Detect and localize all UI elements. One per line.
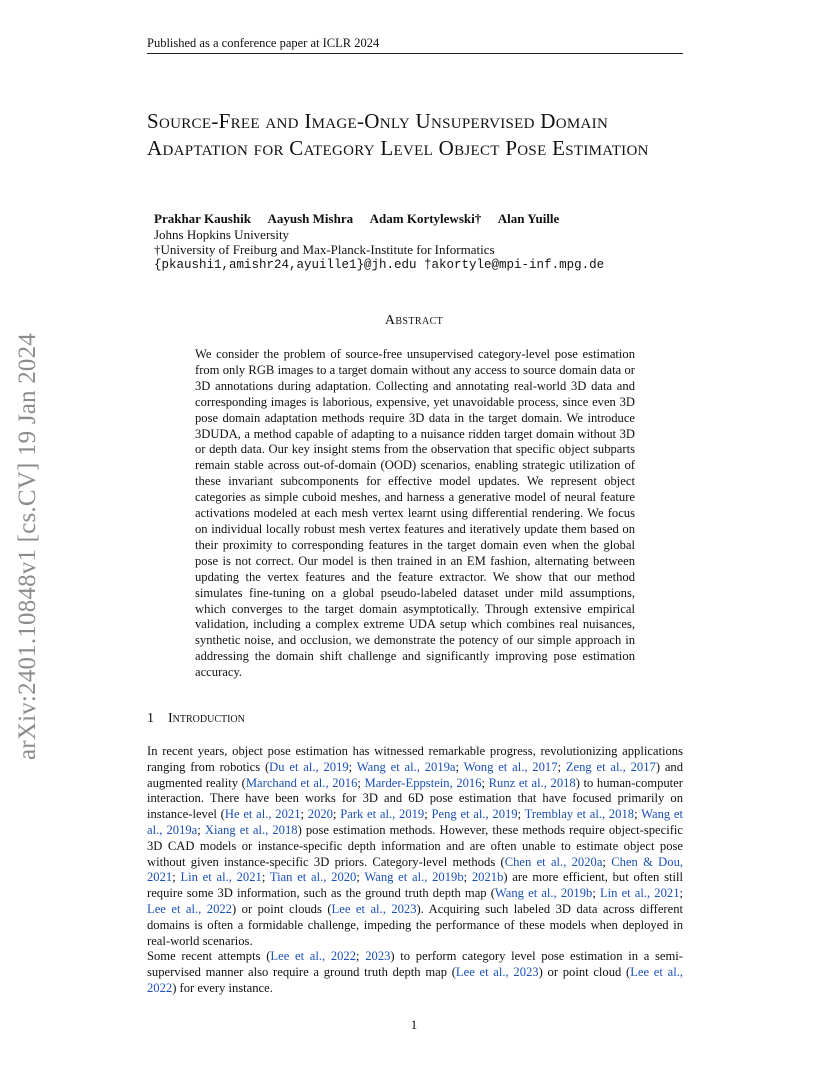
citation-link[interactable]: Chen & Dou, 2021 bbox=[147, 854, 684, 885]
citation-link[interactable]: Park et al., 2019 bbox=[340, 807, 425, 822]
citation-link[interactable]: Wang et al., 2019a bbox=[147, 807, 684, 837]
body-text: ; bbox=[455, 759, 464, 774]
body-text: ; bbox=[332, 807, 341, 822]
body-text: ; bbox=[357, 775, 365, 790]
author-emails: {pkaushi1,amishr24,ayuille1}@jh.edu †akortyle@mpi-inf.mpg.de bbox=[154, 258, 605, 272]
citation-link[interactable]: Chen et al., 2020a bbox=[504, 854, 603, 869]
arxiv-identifier: arXiv:2401.10848v1 [cs.CV] 19 Jan 2024 bbox=[14, 333, 41, 760]
body-text: ; bbox=[300, 807, 308, 822]
body-text: ; bbox=[602, 854, 612, 869]
citation-link[interactable]: He et al., 2021 bbox=[224, 807, 301, 822]
author-name: Adam Kortylewski† bbox=[369, 211, 482, 226]
citation-link[interactable]: Peng et al., 2019 bbox=[431, 807, 518, 822]
citation-link[interactable]: Lee et al., 2022 bbox=[147, 901, 232, 916]
citation-link[interactable]: Marder-Eppstein, 2016 bbox=[364, 775, 482, 790]
citation-link[interactable]: Tian et al., 2020 bbox=[269, 870, 357, 885]
citation-link[interactable]: Du et al., 2019 bbox=[269, 759, 349, 774]
citation-link[interactable]: 2023 bbox=[365, 949, 391, 963]
running-head: Published as a conference paper at ICLR 2024 bbox=[147, 36, 380, 50]
body-text: Some recent attempts ( bbox=[147, 949, 271, 963]
citation-link[interactable]: 2020 bbox=[307, 807, 333, 822]
citation-link[interactable]: Wong et al., 2017 bbox=[463, 759, 558, 774]
body-text: ; bbox=[356, 870, 365, 885]
header-rule bbox=[147, 53, 683, 54]
citation-link[interactable]: Xiang et al., 2018 bbox=[204, 822, 298, 837]
citation-link[interactable]: Lee et al., 2023 bbox=[331, 901, 417, 916]
body-text: ; bbox=[172, 870, 181, 885]
citation-link[interactable]: Lee et al., 2023 bbox=[455, 964, 539, 979]
citation-link[interactable]: 2021b bbox=[471, 870, 504, 885]
body-text: ; bbox=[463, 870, 472, 885]
abstract-text: We consider the problem of source-free unsupervised category-level pose estimation from only RGB images to a target domain without any access to source domain data or 3D annotations during adaptation. Collecting and annotating real-world 3D data and corresponding images is laborious, expensive, yet unavoidable process, since even 3D pose domain adaptation methods require 3D data in the target domain. We introduce 3DUDA, a method capable of adapting to a nuisance ridden target domain without 3D or depth data. Our key insight stems from the observation that specific object subparts remain stable across out-of-domain (OOD) scenarios, enabling strategic utilization of these invariant subcomponents for effective model updates. We represent object categories as simple cuboid meshes, and harness a generative model of neural feature activations modeled at each mesh vertex learnt using differential rendering. We focus on individual locally robust mesh vertex features and iteratively update them based on their proximity to corresponding features in the target domain even when the global pose is not correct. Our model is then trained in an EM fashion, alternating between updating the vertex features and the feature extractor. We show that our method simulates fine-tuning on a global pseudo-labeled dataset under mild assumptions, which converges to the target domain asymptotically. Through extensive empirical validation, including a complex extreme UDA setup which combines real nuisances, synthetic noise, and occlusion, we demonstrate the potency of our simple approach in addressing the domain shift challenge and significantly improving pose estimation accuracy. bbox=[195, 347, 635, 680]
intro-paragraph-1 bbox=[147, 744, 683, 949]
body-text: ; bbox=[481, 775, 489, 790]
citation-link[interactable]: Zeng et al., 2017 bbox=[565, 759, 656, 774]
body-text: ; bbox=[356, 949, 366, 963]
body-text: ) or point clouds ( bbox=[231, 901, 332, 916]
citation-link[interactable]: Lin et al., 2021 bbox=[180, 870, 262, 885]
abstract-heading: Abstract bbox=[384, 313, 444, 328]
body-text: ; bbox=[679, 886, 683, 901]
body-text: ; bbox=[592, 886, 600, 901]
page-number: 1 bbox=[410, 1017, 418, 1032]
author-name: Alan Yuille bbox=[497, 211, 560, 226]
citation-link[interactable]: Wang et al., 2019a bbox=[356, 759, 456, 774]
body-text: ) or point cloud ( bbox=[538, 964, 631, 979]
author-name: Prakhar Kaushik bbox=[154, 211, 251, 226]
section-number: 1 bbox=[147, 711, 154, 726]
body-text: ; bbox=[557, 759, 566, 774]
body-text: ; bbox=[634, 807, 642, 822]
affiliation: Johns Hopkins University bbox=[154, 227, 290, 242]
body-text: ; bbox=[348, 759, 357, 774]
body-text: ) to perform category level pose estimation in a semi-supervised manner also require a ground truth depth map ( bbox=[147, 949, 683, 979]
body-text: ) pose estimation methods. However, these methods require object-specific 3D CAD models or instance-specific depth information and are often unable to estimate object pose without given instance-specific 3D priors. Category-level methods ( bbox=[147, 822, 683, 869]
author-name: Aayush Mishra bbox=[267, 211, 354, 226]
citation-link[interactable]: Marchand et al., 2016 bbox=[245, 775, 358, 790]
body-text: ; bbox=[261, 870, 270, 885]
body-text: ) are more efficient, but often still require some 3D information, such as the ground truth depth map ( bbox=[147, 870, 683, 901]
paper-title: Source-Free and Image-Only Unsupervised Domain Adaptation for Category Level Object Pose Estimation bbox=[147, 109, 649, 160]
citation-link[interactable]: Wang et al., 2019b bbox=[494, 886, 593, 901]
body-text: ; bbox=[197, 822, 205, 837]
author-list bbox=[154, 211, 573, 227]
citation-link[interactable]: Lee et al., 2022 bbox=[270, 949, 357, 963]
body-text: ) to human-computer interaction. There have been works for 3D and 6D pose estimation that have focused primarily on instance-level ( bbox=[147, 775, 683, 822]
intro-paragraph-2 bbox=[147, 949, 683, 996]
citation-link[interactable]: Tremblay et al., 2018 bbox=[524, 807, 635, 822]
section-heading bbox=[147, 711, 245, 727]
body-text: ) and augmented reality ( bbox=[147, 759, 684, 790]
citation-link[interactable]: Wang et al., 2019b bbox=[364, 870, 464, 885]
citation-link[interactable]: Lin et al., 2021 bbox=[599, 886, 680, 901]
body-text: ). Acquiring such labeled 3D data across different domains is often a formidable challenge, impeding the performance of these models when deployed in real-world scenarios. bbox=[147, 901, 683, 948]
affiliation: †University of Freiburg and Max-Planck-Institute for Informatics bbox=[154, 242, 495, 257]
section-title: Introduction bbox=[168, 711, 245, 726]
citation-link[interactable]: Runz et al., 2018 bbox=[488, 775, 576, 790]
body-text: ; bbox=[424, 807, 432, 822]
citation-link[interactable]: Lee et al., 2022 bbox=[147, 964, 683, 995]
body-text: ) for every instance. bbox=[172, 980, 273, 995]
body-text: In recent years, object pose estimation has witnessed remarkable progress, revolutionizing applications ranging from robotics ( bbox=[147, 744, 683, 774]
body-text: ; bbox=[517, 807, 525, 822]
